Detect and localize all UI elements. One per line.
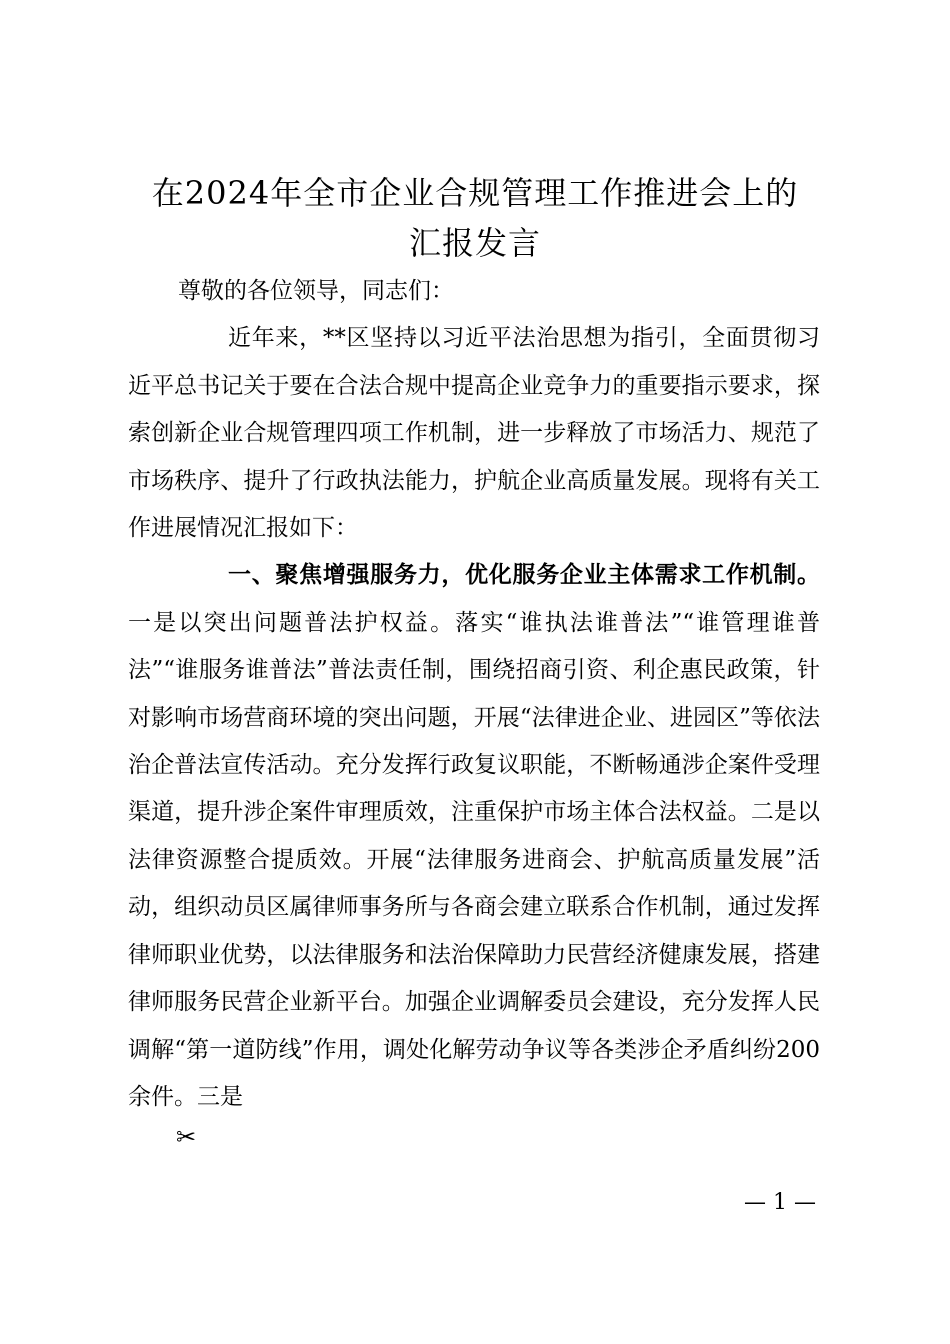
scissors-icon: ✂ (176, 1123, 197, 1151)
intro-paragraph: 近年来，**区坚持以习近平法治思想为指引，全面贯彻习近平总书记关于要在合法合规中提高企业竞争力的重要指示要求，探索创新企业合规管理四项工作机制，进一步释放了市场活力、规范了市场秩序、提升了行政执法能力，护航企业高质量发展。现将有关工作进展情况汇报如下： (128, 325, 820, 542)
title-line-1: 在2024年全市企业合规管理工作推进会上的 (151, 174, 799, 212)
section-1-paragraph (128, 552, 820, 1121)
title-line-2: 汇报发言 (408, 224, 541, 262)
section-1-heading: 一、聚焦增强服务力，优化服务企业主体需求工作机制。 (228, 562, 820, 589)
document-body (128, 268, 820, 1121)
page-number: — 1 — (744, 1190, 816, 1215)
section-1-body: 一是以突出问题普法护权益。落实“谁执法谁普法”“谁管理谁普法”“谁服务谁普法”普法责任制，围绕招商引资、利企惠民政策，针对影响市场营商环境的突出问题，开展“法律进企业、进园区”等依法治企普法宣传活动。充分发挥行政复议职能，不断畅通涉企案件受理渠道，提升涉企案件审理质效，注重保护市场主体合法权益。二是以法律资源整合提质效。开展“法律服务进商会、护航高质量发展”活动，组织动员区属律师事务所与各商会建立联系合作机制，通过发挥律师职业优势，以法律服务和法治保障助力民营经济健康发展，搭建律师服务民营企业新平台。加强企业调解委员会建设，充分发挥人民调解“第一道防线”作用，调处化解劳动争议等各类涉企矛盾纠纷200余件。三是 (128, 609, 820, 1110)
salutation: 尊敬的各位领导，同志们： (178, 278, 454, 304)
document-title (130, 168, 820, 268)
